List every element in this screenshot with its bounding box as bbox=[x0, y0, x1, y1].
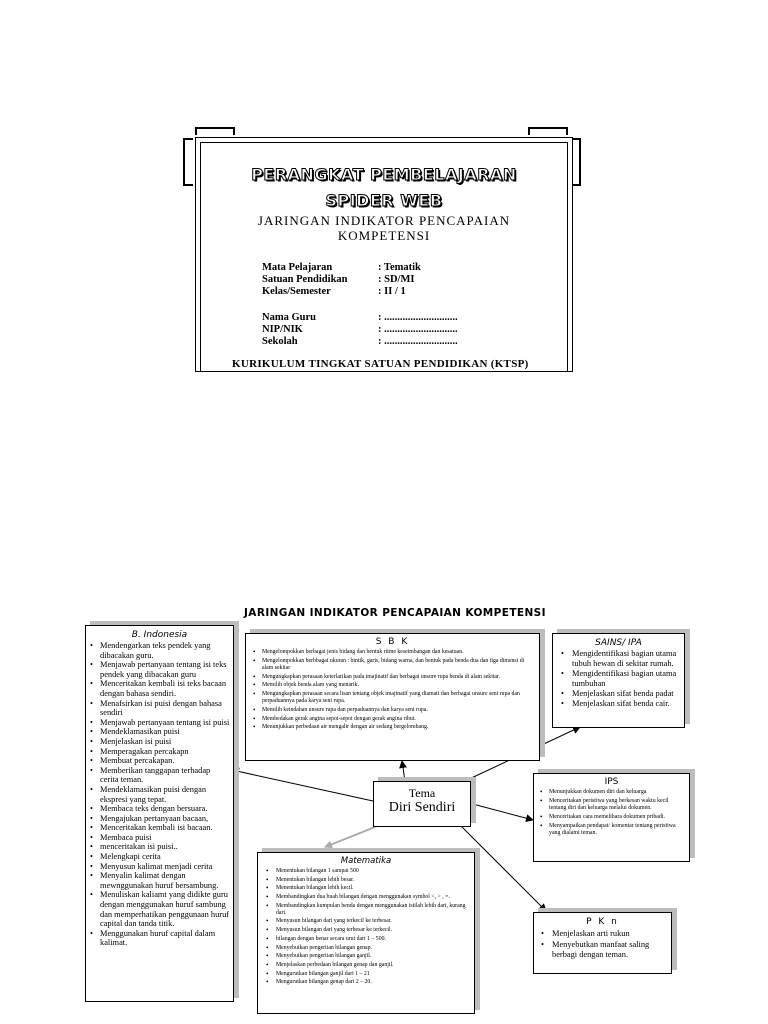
cover-title-line1: PERANGKAT PEMBELAJARAN bbox=[251, 165, 517, 184]
field-value: : ............................ bbox=[378, 312, 458, 323]
list-item: • Menunjukkan dokumen diri dan keluarga bbox=[549, 789, 685, 796]
list-item: • Menyebutkan manfaat saling berbagi dengan teman. bbox=[552, 940, 667, 961]
field-value: : ............................ bbox=[378, 324, 458, 335]
cover-title-line2: SPIDER WEB bbox=[325, 191, 443, 210]
list-item: • Mengelompokkan berbagai jenis bidang dan bentuk ritme keseimbangan dan kesatuan. bbox=[262, 649, 534, 656]
list-item: • Menyusun bilangan dari yang terbesar ke terkecil. bbox=[276, 927, 470, 934]
list-item: • Menjelaskan sifat benda padat bbox=[572, 689, 684, 699]
field-value: : SD/MI bbox=[378, 274, 415, 285]
list-item: • Mendengarkan teks pendek yang dibacakan guru. bbox=[100, 641, 230, 660]
cover-subtitle-line1: JARINGAN INDIKATOR PENCAPAIAN bbox=[257, 213, 511, 228]
list-item: • Memilih objek benda alam yang menarik. bbox=[262, 682, 534, 689]
sains-box bbox=[552, 633, 685, 728]
list-item: • Menentukan bilangan lebih kecil. bbox=[276, 885, 470, 892]
list-item: • Membedakan gerak angina sepoi-sepoi dengan gerak angina ribut. bbox=[262, 716, 534, 723]
pkn-heading: P K n bbox=[586, 917, 619, 927]
field-label: Nama Guru bbox=[262, 312, 316, 323]
center-theme-box bbox=[373, 781, 471, 827]
arrow-to-mat bbox=[325, 825, 380, 847]
list-item: • Menunjukkan perbedaan air mengalir dengan air sedang bergelombang. bbox=[262, 724, 534, 731]
ips-list bbox=[534, 789, 689, 838]
list-item: • Menentukan bilangan lebih besar. bbox=[276, 877, 470, 884]
list-item: • Menjelaskan sifat benda cair. bbox=[572, 699, 684, 709]
list-item: • Mengidentifikasi bagian utama tubuh hewan di sekitar rumah. bbox=[572, 649, 684, 669]
matematika-list bbox=[258, 868, 474, 986]
list-item: • Menyusun bilangan dari yang terkecil ke terbesar. bbox=[276, 918, 470, 925]
list-item: • Menjawab pertanyaan tentang isi puisi bbox=[100, 718, 230, 728]
sains-heading: SAINS/ IPA bbox=[595, 638, 642, 648]
list-item: • Menjelaskan perbedaan bilangan genap dan ganjil. bbox=[276, 962, 470, 969]
list-item: • Membaca puisi bbox=[100, 833, 230, 843]
list-item: • Memberikan tanggapan terhadap cerita teman. bbox=[100, 766, 230, 785]
list-item: • bilangan dengan benar secara urut dari 1 – 500. bbox=[276, 936, 470, 943]
bindo-list bbox=[86, 641, 233, 948]
list-item: • Mengurutkan bilangan ganjil dari 1 – 21 bbox=[276, 971, 470, 978]
list-item: • Membandingkan kumpulan benda dengan menggunakan istilah lebih dari, kurang dari. bbox=[276, 903, 470, 917]
list-item: • Menceritakan kembali isi bacaan. bbox=[100, 823, 230, 833]
list-item: • Menyebutkan pengertian bilangan genap. bbox=[276, 945, 470, 952]
field-value: : ............................ bbox=[378, 336, 458, 347]
field-label: Kelas/Semester bbox=[262, 286, 331, 297]
list-item: • Mengurutkan bilangan genap dari 2 – 20. bbox=[276, 979, 470, 986]
pkn-list bbox=[534, 929, 671, 961]
matematika-box bbox=[257, 852, 475, 1014]
list-item: • Menjelaskan arti rukun bbox=[552, 929, 667, 940]
list-item: • Menceritakan cara memelihara dokumen pribadi. bbox=[549, 814, 685, 821]
list-item: • Membandingkan dua buah bilangan dengan menggunakan symbol <, > , =. bbox=[276, 894, 470, 901]
field-label: NIP/NIK bbox=[262, 324, 303, 335]
list-item: • Menceritakan peristiwa yang berkesan waktu kecil tentang diri dan keluarga melalui dokumen. bbox=[549, 798, 685, 812]
matematika-heading: Matematika bbox=[340, 856, 392, 866]
list-item: • Mendeklamasikan puisi bbox=[100, 727, 230, 737]
list-item: • Mengungkapkan perasaan keterlarikan pada imajinatif dan berbagai unsure rupa benda di alam sekitar. bbox=[262, 674, 534, 681]
arrow-to-bindo bbox=[232, 770, 373, 801]
theme-value: Diri Sendiri bbox=[388, 800, 456, 815]
field-label: Sekolah bbox=[262, 336, 298, 347]
ips-box bbox=[533, 773, 690, 862]
list-item: • Menyebutkan pengertian bilangan ganjil. bbox=[276, 953, 470, 960]
arrow-to-sbk bbox=[402, 761, 405, 781]
list-item: • Mengidentifikasi bagian utama tumbuhan bbox=[572, 669, 684, 689]
list-item: • Menyalin kalimat dengan mewnggunakan huruf bersambung. bbox=[100, 871, 230, 890]
list-item: • Mengungkapkan perasaan secara lisan tentang objek imajinatif yang diamati dan berbagai unsure seni rupa dan perpaduannya pada karya seni rupa. bbox=[262, 691, 534, 705]
sains-list bbox=[553, 649, 684, 709]
cover-footer-ktsp: KURIKULUM TINGKAT SATUAN PENDIDIKAN (KTSP) bbox=[232, 358, 529, 370]
list-item: • Menuliskan kaliamt yang didikte guru dengan menggunakan huruf sambung dan memperhatikan penggunaan huruf capital dan tanda titik. bbox=[100, 890, 230, 928]
pkn-box bbox=[533, 912, 672, 974]
ips-heading: IPS bbox=[604, 777, 619, 787]
list-item: • Memperagakan percakapn bbox=[100, 747, 230, 757]
arrow-to-ips bbox=[469, 803, 533, 820]
list-item: • Menjelaskan isi puisi bbox=[100, 737, 230, 747]
list-item: • Menyusun kalimat menjadi cerita bbox=[100, 862, 230, 872]
list-item: • Menyampaikan pendapat/ komentar tentang peristiwa yang dialami teman. bbox=[549, 823, 685, 837]
field-value: : Tematik bbox=[378, 262, 421, 273]
sbk-heading: S B K bbox=[375, 637, 410, 647]
bindo-box bbox=[85, 625, 234, 1002]
list-item: • Menggunakan huruf capital dalam kalimat. bbox=[100, 929, 230, 948]
list-item: • menceritakan isi puisi.. bbox=[100, 842, 230, 852]
list-item: • Membaca teks dengan bersuara. bbox=[100, 804, 230, 814]
list-item: • Menafsirkan isi puisi dengan bahasa sendiri bbox=[100, 699, 230, 718]
sbk-box bbox=[245, 633, 540, 761]
list-item: • Mendeklamasikan puisi dengan ekspresi yang tepat. bbox=[100, 785, 230, 804]
cover-subtitle-line2: KOMPETENSI bbox=[337, 228, 431, 243]
field-label: Mata Pelajaran bbox=[262, 262, 333, 273]
field-label: Satuan Pendidikan bbox=[262, 274, 348, 285]
list-item: • Menceritakan kembali isi teks bacaan dengan bahasa sendiri. bbox=[100, 679, 230, 698]
web-title: JARINGAN INDIKATOR PENCAPAIAN KOMPETENSI bbox=[244, 607, 546, 619]
sbk-list bbox=[246, 649, 539, 732]
list-item: • Memilih keindahan unsure rupa dan perpaduannya dan karya seni rupa. bbox=[262, 707, 534, 714]
list-item: • Mengelompokkan berbbagai ukuran : bintik, garis, bidang warna, dan bentuk pada benda dua dan tiga dimensi di alam sekitar bbox=[262, 658, 534, 672]
field-value: : II / 1 bbox=[378, 286, 406, 297]
list-item: • Melengkapi cerita bbox=[100, 852, 230, 862]
list-item: • Mengajukan pertanyaan bacaan, bbox=[100, 814, 230, 824]
list-item: • Menjawab pertanyaan tentang isi teks pendek yang dibacakan guru bbox=[100, 660, 230, 679]
list-item: • Membuat percakapan. bbox=[100, 756, 230, 766]
list-item: • Menentukan bilangan 1 sampai 500 bbox=[276, 868, 470, 875]
bindo-heading: B. Indonesia bbox=[131, 630, 188, 640]
theme-label: Tema bbox=[408, 786, 436, 800]
